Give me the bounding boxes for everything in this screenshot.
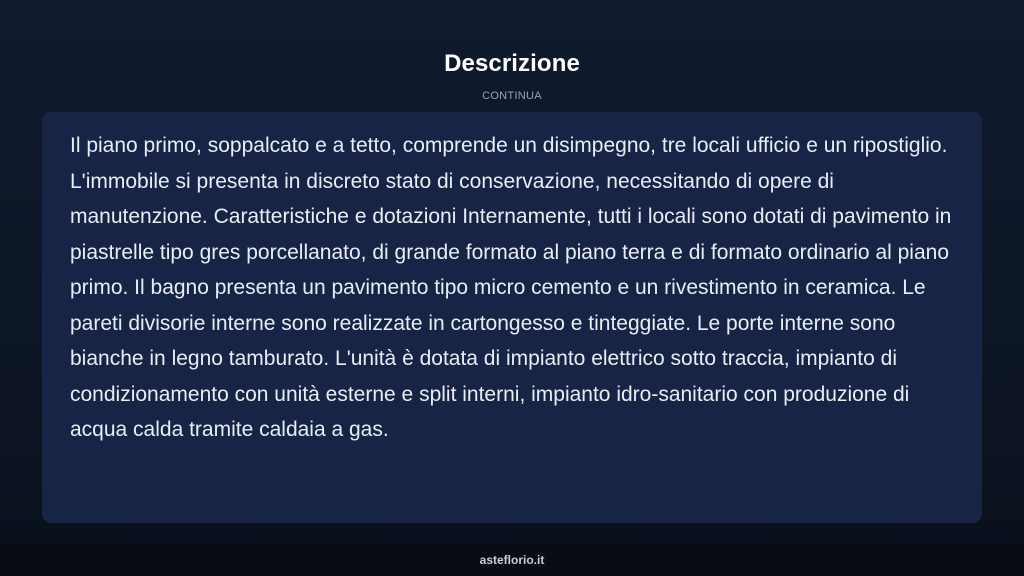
page-title: Descrizione [444,50,580,77]
description-card [42,112,982,523]
site-name: asteflorio.it [479,553,545,567]
header [0,0,1024,112]
continue-label: CONTINUA [482,90,542,102]
footer [0,544,1024,576]
description-text: Il piano primo, soppalcato e a tetto, comprende un disimpegno, tre locali ufficio e un ripostiglio. L'immobile si presenta in discreto stato di conservazione, necessitando di opere di manutenzione. Caratteristiche e dotazioni Internamente, tutti i locali sono dotati di pavimento in piastrelle tipo gres porcellanato, di grande formato al piano terra e di formato ordinario al piano primo. Il bagno presenta un pavimento tipo micro cemento e un rivestimento in ceramica. Le pareti divisorie interne sono realizzate in cartongesso e tinteggiate. Le porte interne sono bianche in legno tamburato. L'unità è dotata di impianto elettrico sotto traccia, impianto di condizionamento con unità esterne e split interni, impianto idro-sanitario con produzione di acqua calda tramite caldaia a gas. [70,134,952,441]
